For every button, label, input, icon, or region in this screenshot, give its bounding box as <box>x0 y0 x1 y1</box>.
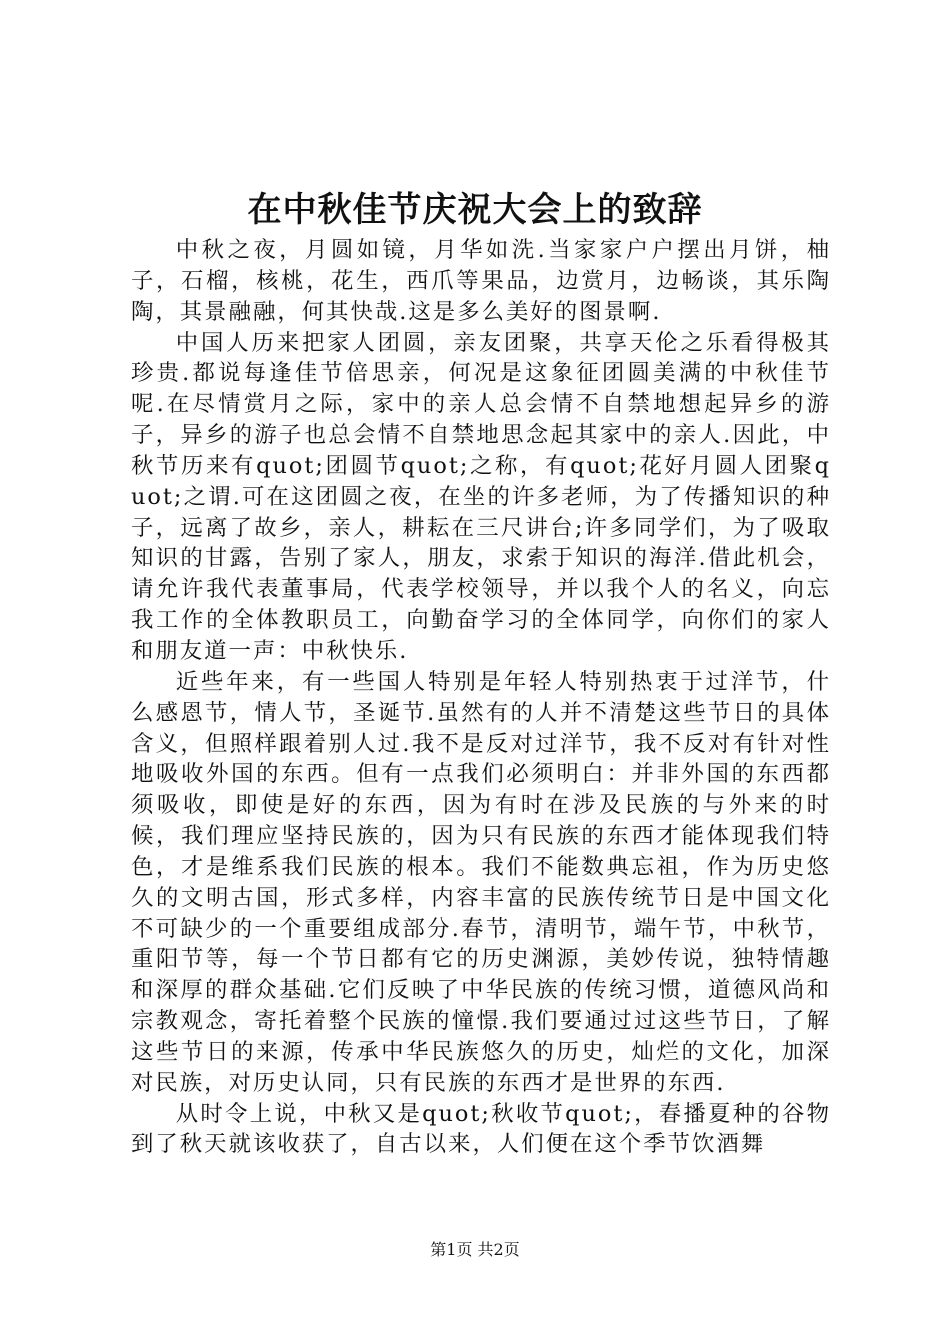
paragraph: 中国人历来把家人团圆，亲友团聚，共享天伦之乐看得极其珍贵.都说每逢佳节倍思亲，何况是这象征团圆美满的中秋佳节呢.在尽情赏月之际，家中的亲人总会情不自禁地想起异乡的游子，异乡的游子也总会情不自禁地思念起其家中的亲人.因此，中秋节历来有quot;团圆节quot;之称，有quot;花好月圆人团聚quot;之谓.可在这团圆之夜，在坐的许多老师，为了传播知识的种子，远离了故乡，亲人，耕耘在三尺讲台;许多同学们，为了吸取知识的甘露，告别了家人，朋友，求索于知识的海洋.借此机会，请允许我代表董事局，代表学校领导，并以我个人的名义，向忘我工作的全体教职员工，向勤奋学习的全体同学，向你们的家人和朋友道一声：中秋快乐. <box>131 329 831 664</box>
paragraph: 中秋之夜，月圆如镜，月华如洗.当家家户户摆出月饼，柚子，石榴，核桃，花生，西爪等果品，边赏月，边畅谈，其乐陶陶，其景融融，何其快哉.这是多么美好的图景啊. <box>131 237 831 325</box>
document-title: 在中秋佳节庆祝大会上的致辞 <box>247 190 703 230</box>
document-body <box>131 235 831 1160</box>
paragraph: 近些年来，有一些国人特别是年轻人特别热衷于过洋节，什么感恩节，情人节，圣诞节.虽然有的人并不清楚这些节日的具体含义，但照样跟着别人过.我不是反对过洋节，我不反对有针对性地吸收外国的东西。但有一点我们必须明白：并非外国的东西都须吸收，即使是好的东西，因为有时在涉及民族的与外来的时候，我们理应坚持民族的，因为只有民族的东西才能体现我们特色，才是维系我们民族的根本。我们不能数典忘祖，作为历史悠久的文明古国，形式多样，内容丰富的民族传统节日是中国文化不可缺少的一个重要组成部分.春节，清明节，端午节，中秋节，重阳节等，每一个节日都有它的历史渊源，美妙传说，独特情趣和深厚的群众基础.它们反映了中华民族的传统习惯，道德风尚和宗教观念，寄托着整个民族的憧憬.我们要通过过这些节日，了解这些节日的来源，传承中华民族悠久的历史，灿烂的文化，加深对民族，对历史认同，只有民族的东西才是世界的东西. <box>131 668 831 1096</box>
paragraph: 从时令上说，中秋又是quot;秋收节quot;，春播夏种的谷物到了秋天就该收获了，自古以来，人们便在这个季节饮酒舞 <box>131 1100 831 1158</box>
page-number-footer: 第1页 共2页 <box>430 1240 520 1259</box>
